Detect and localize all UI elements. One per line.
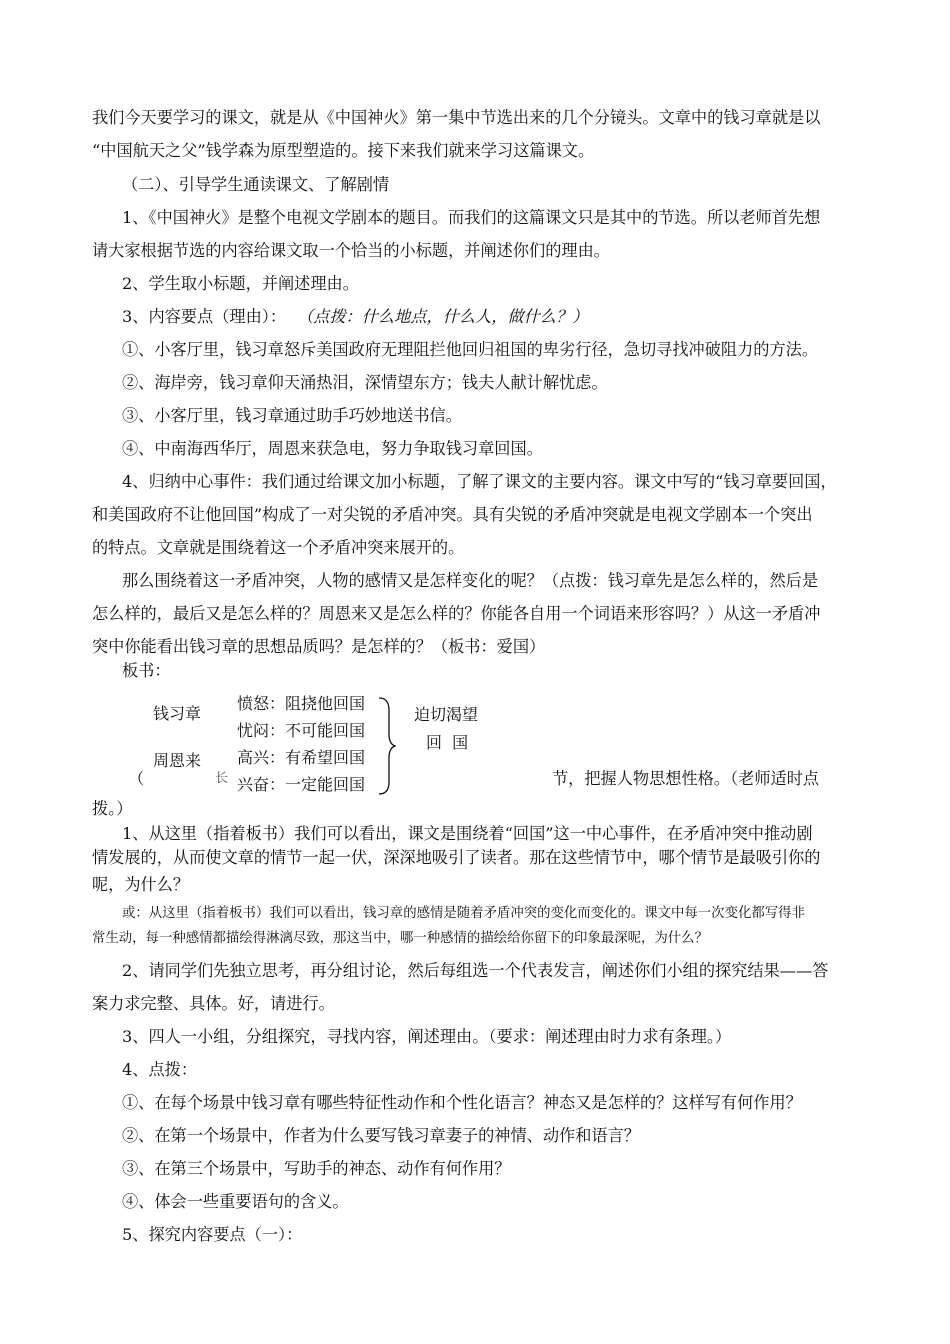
paragraph-line: ①、小客厅里，钱习章怒斥美国政府无理阻拦他回归祖国的卑劣行径，急切寻找冲破阻力的方法。 [122, 340, 819, 359]
board-emotion: 兴奋：一定能回国 [237, 775, 366, 794]
paragraph-line: 案力求完整、具体。好，请进行。 [92, 994, 335, 1013]
paragraph-line: 请大家根据节选的内容给课文取一个恰当的小标题，并阐述你们的理由。 [92, 241, 610, 260]
paragraph-line: 2、请同学们先独立思考，再分组讨论，然后每组选一个代表发言，阐述你们小组的探究结果——答 [122, 961, 829, 980]
board-result: 迫切渴望 [414, 705, 479, 724]
paragraph-line: 5、探究内容要点（一）： [122, 1225, 303, 1244]
paragraph-line: ①、在每个场景中钱习章有哪些特征性动作和个性化语言？神态又是怎样的？这样写有何作用？ [122, 1093, 802, 1112]
paragraph-line: 情发展的，从而使文章的情节一起一伏，深深地吸引了读者。那在这些情节中，哪个情节是最吸引你的 [92, 848, 821, 867]
paragraph-line: ④、中南海西华厅，周恩来获急电，努力争取钱习章回国。 [122, 439, 543, 458]
board-person: 钱习章 [153, 704, 202, 723]
paragraph-line: 常生动，每一种感情都描绘得淋漓尽致，那这当中，哪一种感情的描绘给你留下的印象最深呢，为什么？ [92, 931, 708, 946]
paragraph-line: “中国航天之父”钱学森为原型塑造的。接下来我们就来学习这篇课文。 [92, 141, 595, 160]
paragraph-line: 呢，为什么？ [92, 875, 190, 894]
paragraph-line: 突中你能看出钱习章的思想品质吗？是怎样的？（板书：爱国） [92, 637, 546, 656]
paragraph-line: 2、学生取小标题，并阐述理由。 [122, 274, 359, 293]
paragraph-line: 或：从这里（指着板书）我们可以看出，钱习章的感情是随着矛盾冲突的变化而变化的。课文中每一次变化都写得非 [122, 906, 805, 921]
paragraph-line: 4、点拨： [122, 1060, 198, 1079]
paragraph-line: 拨。） [92, 799, 133, 818]
section-heading: （二）、引导学生通读课文、了解剧情 [122, 175, 390, 194]
paragraph-line: 和美国政府不让他回国”构成了一对尖锐的矛盾冲突。具有尖锐的矛盾冲突就是电视文学剧本一个突出 [92, 505, 813, 524]
paragraph-line: （ [128, 769, 145, 788]
paragraph-line: 1、从这里（指着板书）我们可以看出，课文是围绕着“回国”这一中心事件，在矛盾冲突中推动剧 [122, 824, 813, 843]
paragraph-line: 我们今天要学习的课文，就是从《中国神火》第一集中节选出来的几个分镜头。文章中的钱习章就是以 [92, 108, 821, 127]
paragraph-line: 怎么样的，最后又是怎么样的？周恩来又是怎么样的？你能各自用一个词语来形容吗？）从这一矛盾冲 [92, 604, 821, 623]
board-emotion: 高兴：有希望回国 [237, 748, 366, 767]
paragraph-line: 节，把握人物思想性格。（老师适时点 [552, 769, 820, 788]
board-person: 周恩来 [153, 751, 202, 770]
paragraph-line: 的特点。文章就是围绕着这一个矛盾冲突来展开的。 [92, 538, 465, 557]
paragraph-line: ②、海岸旁，钱习章仰天涌热泪，深情望东方；钱夫人献计解忧虑。 [122, 373, 608, 392]
hint-text: （点拨：什么地点，什么人，做什么？） [297, 307, 589, 326]
paragraph-line: ③、小客厅里，钱习章通过助手巧妙地送书信。 [122, 406, 462, 425]
blackboard-summary [150, 690, 490, 802]
paragraph-line: ③、在第三个场景中，写助手的神态、动作有何作用？ [122, 1159, 511, 1178]
board-emotion: 忧闷：不可能回国 [237, 721, 366, 740]
paragraph-line: 3、内容要点（理由）： [122, 307, 287, 326]
board-label: 板书： [122, 661, 171, 680]
board-emotion: 愤怒：阻挠他回国 [237, 694, 366, 713]
paragraph-line: 4、归纳中心事件：我们通过给课文加小标题，了解了课文的主要内容。课文中写的“钱习章要回国， [122, 472, 837, 491]
paragraph-line: ④、体会一些重要语句的含义。 [122, 1192, 349, 1211]
paragraph-line: 1、《中国神火》是整个电视文学剧本的题目。而我们的这篇课文只是其中的节选。所以老师首先想 [122, 208, 821, 227]
paragraph-line: 那么围绕着这一矛盾冲突，人物的感情又是怎样变化的呢？（点拨：钱习章先是怎么样的，然后是 [122, 571, 819, 590]
brace-icon [376, 696, 396, 796]
paragraph-line: ②、在第一个场景中，作者为什么要写钱习章妻子的神情、动作和语言？ [122, 1126, 640, 1145]
board-result: 回 国 [426, 733, 469, 752]
paragraph-line: 3、四人一小组，分组探究，寻找内容，阐述理由。（要求：阐述理由时力求有条理。） [122, 1027, 732, 1046]
paragraph-line: 长 [215, 771, 229, 786]
